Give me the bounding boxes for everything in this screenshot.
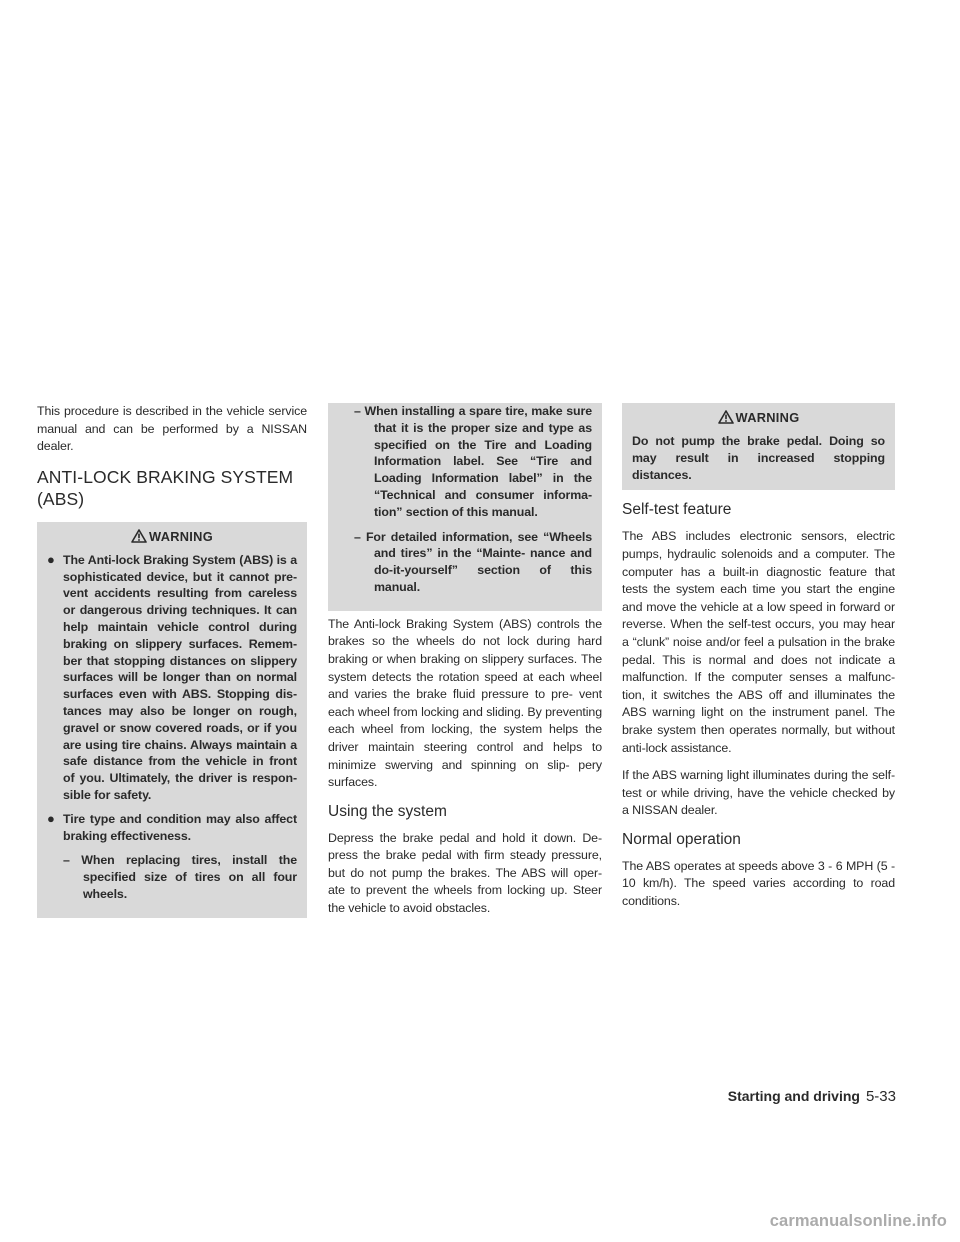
pump-warning-box xyxy=(622,403,895,490)
warning-dash-list xyxy=(63,852,297,902)
warning-bullet: ● The Anti-lock Braking System (ABS) is a sophisticated device, but it cannot pre- vent accidents resulting from careless or dangerous driving techniques. It can help maintain vehicle control during braking on slippery surfaces. Remem- ber that stopping distances on slippery surfaces will be longer than on normal surfaces even with ABS. Stopping dis- tances may also be longer on rough, gravel or snow covered roads, or if you are using tire chains. Always maintain a safe distance from the vehicle in front of you. Ultimately, the driver is respon- sible for safety. xyxy=(47,551,297,802)
warning-bullet-list xyxy=(47,552,297,903)
self-test-paragraph: The ABS includes electronic sensors, electric pumps, hydraulic solenoids and a computer. The computer has a built-in diagnostic feature that tests the system each time you start the engine and move the vehicle at a low speed in forward or reverse. When the self-test occurs, you may hear a “clunk” noise and/or feel a pulsation in the brake pedal. This is normal and does not indicate a malfunction. If the computer senses a malfunc- tion, it switches the ABS off and illuminates the ABS warning light on the instrument panel. The brake system then operates normally, but without anti-lock assistance. xyxy=(622,529,895,755)
pump-warning-text: Do not pump the brake pedal. Doing so may result in increased stopping distances. xyxy=(632,434,885,482)
warning-heading: WARNING xyxy=(632,403,885,433)
page-footer xyxy=(728,1088,896,1105)
warning-dash-item: – When replacing tires, install the specified size of tires on all four wheels. xyxy=(63,853,297,901)
intro-paragraph: This procedure is described in the vehicle service manual and can be performed by a NISSAN dealer. xyxy=(37,404,307,454)
warning-triangle-icon xyxy=(131,529,147,543)
self-test-heading: Self-test feature xyxy=(622,501,732,519)
abs-warning-box xyxy=(37,522,307,918)
warning-bullet: ● Tire type and condition may also affect braking effectiveness. – When replacing tires, install the specified size of tires on all four wheels. xyxy=(47,810,297,901)
normal-operation-heading: Normal operation xyxy=(622,830,741,848)
watermark-text: carmanualsonline.info xyxy=(769,1212,947,1230)
chapter-title: Starting and driving xyxy=(727,1088,860,1104)
column-middle xyxy=(328,403,602,928)
warning-dash-item: – For detailed information, see “Wheels and tires” in the “Mainte- nance and do-it-yourself” section of this manual. xyxy=(354,529,592,594)
bullet-icon: ● xyxy=(47,810,55,826)
bullet-icon: ● xyxy=(47,551,55,567)
warning-triangle-icon xyxy=(718,410,734,424)
normal-operation-paragraph: The ABS operates at speeds above 3 - 6 MPH (5 - 10 km/h). The speed varies according to road conditions. xyxy=(622,858,895,909)
abs-warning-box-continued xyxy=(328,403,602,611)
section-title-line2: (ABS) xyxy=(37,488,85,509)
using-system-heading: Using the system xyxy=(328,802,447,820)
self-test-paragraph-2: If the ABS warning light illuminates during the self-test or while driving, have the vehicle checked by a NISSAN dealer. xyxy=(622,768,895,818)
section-title-line1: ANTI-LOCK BRAKING SYSTEM xyxy=(37,466,294,487)
warning-heading: WARNING xyxy=(47,522,297,552)
warning-dash-list xyxy=(338,403,592,596)
section-title xyxy=(37,466,307,510)
column-right xyxy=(622,403,895,921)
column-left xyxy=(37,403,307,918)
warning-dash-item: – When installing a spare tire, make sure that it is the proper size and type as specified on the Tire and Loading Information label. See “Tire and Loading Information label” in the “Technical and consumer informa- tion” section of this manual. xyxy=(354,404,592,519)
using-system-paragraph: Depress the brake pedal and hold it down. De- press the brake pedal with firm steady pressure, but do not pump the brakes. The ABS will oper- ate to prevent the wheels from locking up. Steer the vehicle to avoid obstacles. xyxy=(328,830,602,916)
page-number: 5-33 xyxy=(865,1088,896,1105)
abs-description-paragraph: The Anti-lock Braking System (ABS) controls the brakes so the wheels do not lock during hard braking or when braking on slippery surfaces. The system detects the rotation speed at each wheel and varies the brake fluid pressure to pre- vent each wheel from locking and sliding. By preventing each wheel from locking, the system helps the driver maintain steering control and helps to minimize swerving and spinning on slip- pery surfaces. xyxy=(328,616,602,790)
